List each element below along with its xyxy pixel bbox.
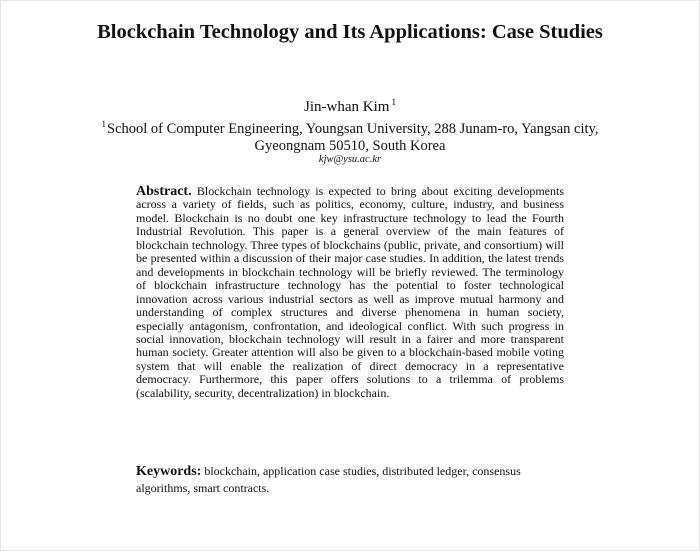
abstract-label: Abstract. bbox=[136, 184, 192, 199]
affiliation bbox=[100, 116, 600, 155]
keywords-text: blockchain, application case studies, distributed ledger, consensus algorithms, smart contracts. bbox=[136, 464, 521, 495]
keywords bbox=[136, 463, 564, 497]
paper-title: Blockchain Technology and Its Applications: Case Studies bbox=[97, 21, 603, 43]
keywords-label: Keywords: bbox=[136, 464, 202, 479]
author-line bbox=[0, 93, 700, 116]
abstract bbox=[136, 185, 564, 400]
abstract-text: Blockchain technology is expected to bring about exciting developments across a variety of fields, such as politics, economy, culture, industry, and business model. Blockchain is no doubt one key infrastructure technology to lead the Fourth Industrial Revolution. This paper is a general overview of the main features of blockchain technology. Three types of blockchains (public, private, and consortium) will be presented within a discussion of their major case studies. In addition, the latest trends and developments in blockchain technology will be briefly reviewed. The terminology of blockchain infrastructure technology has the potential to foster technological innovation across various industrial sectors as well as improve mutual harmony and understanding of complex structures and diverse phenomena in human society, especially antagonism, confrontation, and ideological conflict. With such progress in social innovation, blockchain technology will result in a fairer and more transparent human society. Greater attention will also be given to a blockchain-based mobile voting system that will enable the realization of direct democracy in a representative democracy. Furthermore, this paper offers solutions to a trilemma of problems (scalability, security, decentralization) in blockchain. bbox=[136, 184, 565, 400]
author-email: kjw@ysu.ac.kr bbox=[318, 154, 382, 165]
affiliation-text: School of Computer Engineering, Youngsan University, 288 Junam-ro, Yangsan city, Gyeongnam 50510, South Korea bbox=[107, 120, 599, 154]
affiliation-mark: 1 bbox=[101, 119, 106, 129]
author-name: Jin-whan Kim bbox=[304, 99, 390, 115]
author-affiliation-mark: 1 bbox=[391, 97, 396, 107]
